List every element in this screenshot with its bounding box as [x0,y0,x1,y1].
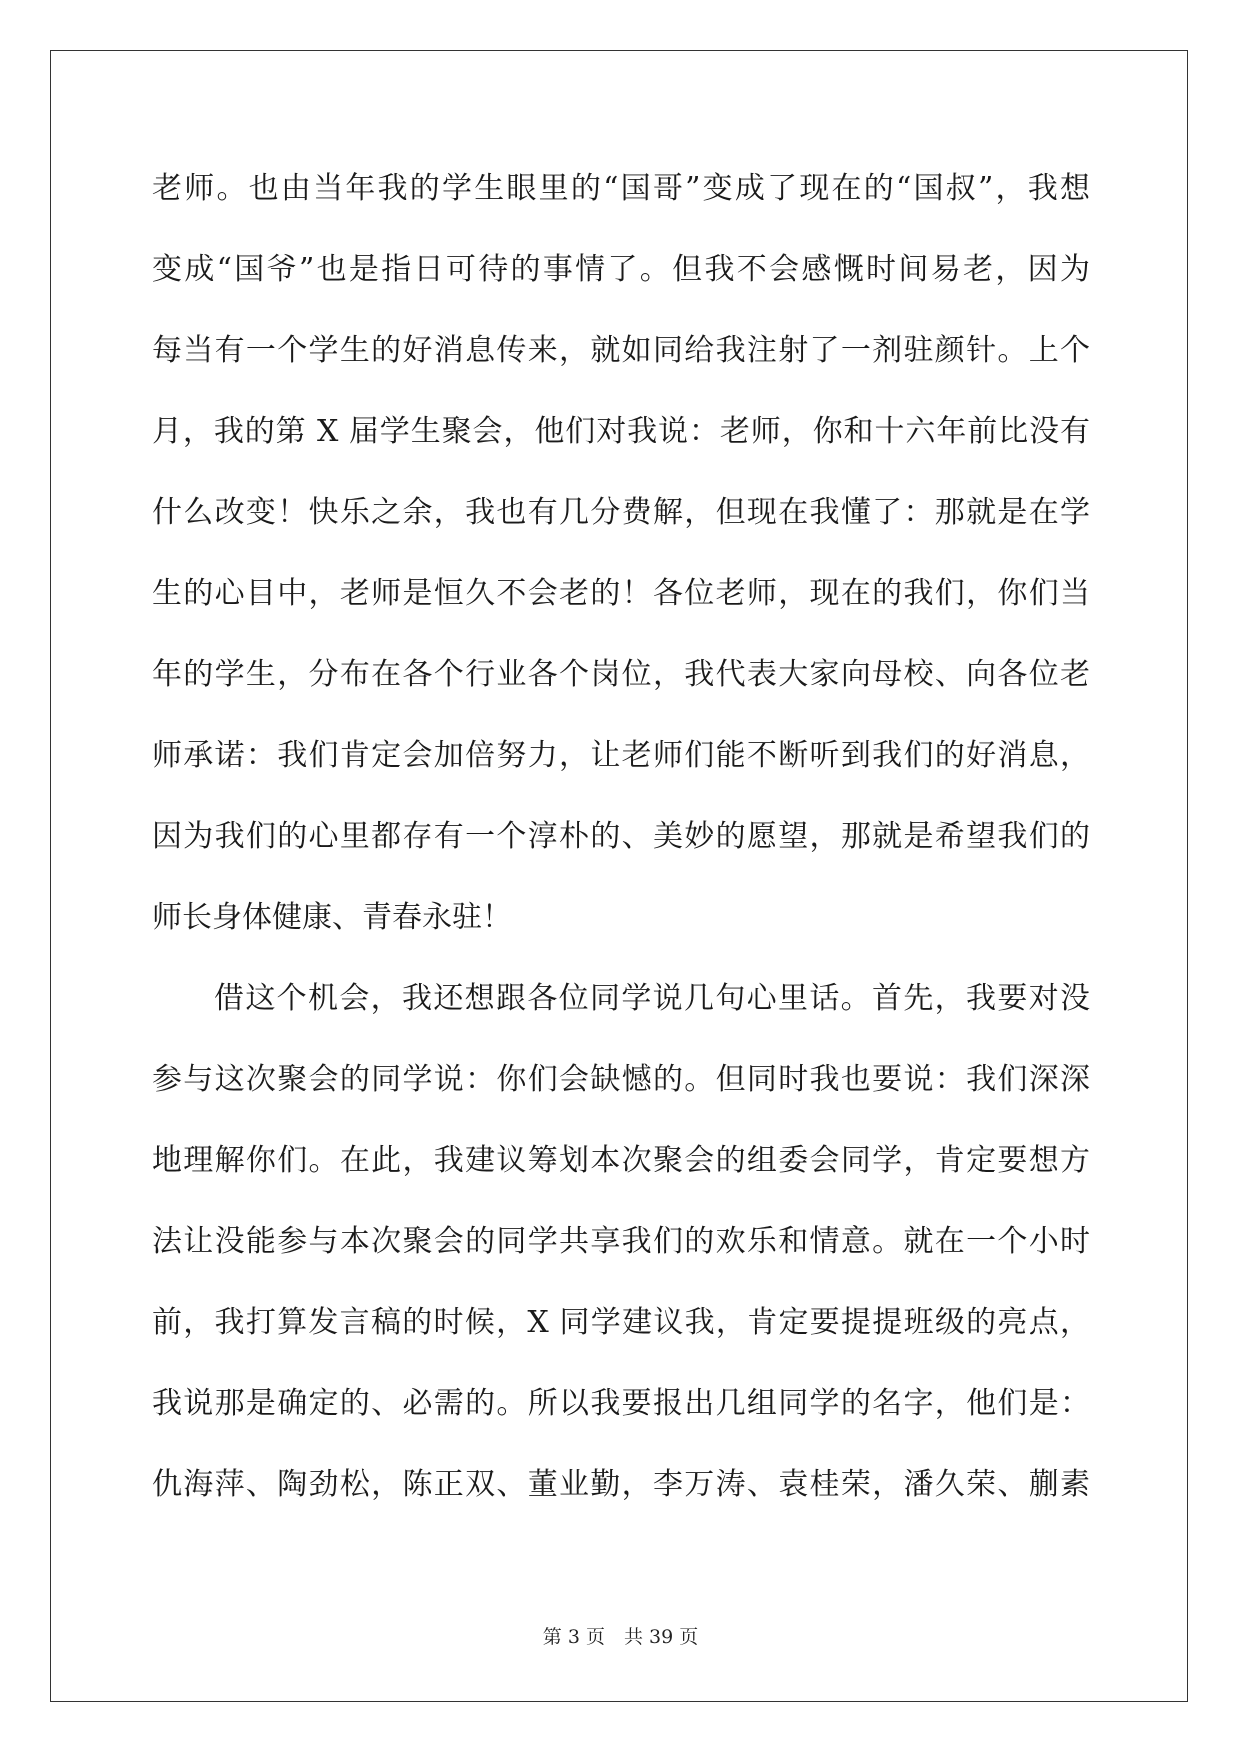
text-line: 变成“国爷”也是指日可待的事情了。但我不会感慨时间易老，因为 [152,252,1090,287]
document-body [152,148,1090,1525]
text-line: 地理解你们。在此，我建议筹划本次聚会的组委会同学，肯定要想方 [152,1143,1090,1178]
text-line: 参与这次聚会的同学说：你们会缺憾的。但同时我也要说：我们深深 [152,1062,1090,1097]
text-line: 生的心目中，老师是恒久不会老的！各位老师，现在的我们，你们当 [152,576,1090,611]
text-line: 老师。也由当年我的学生眼里的“国哥”变成了现在的“国叔”，我想 [152,171,1090,206]
text-line-paragraph-start: 借这个机会，我还想跟各位同学说几句心里话。首先，我要对没 [214,981,1090,1016]
text-line: 月，我的第 X 届学生聚会，他们对我说：老师，你和十六年前比没有 [152,414,1090,449]
text-line: 我说那是确定的、必需的。所以我要报出几组同学的名字，他们是： [152,1386,1090,1421]
text-line: 前，我打算发言稿的时候，X 同学建议我，肯定要提提班级的亮点， [152,1305,1090,1340]
text-line-paragraph-end: 师长身体健康、青春永驻！ [152,900,512,935]
page-number-footer: 第 3 页 共 39 页 [542,1626,699,1648]
text-line: 仇海萍、陶劲松，陈正双、董业勤，李万涛、袁桂荣，潘久荣、蒯素 [152,1467,1090,1502]
text-line: 师承诺：我们肯定会加倍努力，让老师们能不断听到我们的好消息， [152,738,1090,773]
text-line: 什么改变！快乐之余，我也有几分费解，但现在我懂了：那就是在学 [152,495,1090,530]
text-line: 因为我们的心里都存有一个淳朴的、美妙的愿望，那就是希望我们的 [152,819,1090,854]
text-line: 每当有一个学生的好消息传来，就如同给我注射了一剂驻颜针。上个 [152,333,1090,368]
text-line: 年的学生，分布在各个行业各个岗位，我代表大家向母校、向各位老 [152,657,1090,692]
text-line: 法让没能参与本次聚会的同学共享我们的欢乐和情意。就在一个小时 [152,1224,1090,1259]
